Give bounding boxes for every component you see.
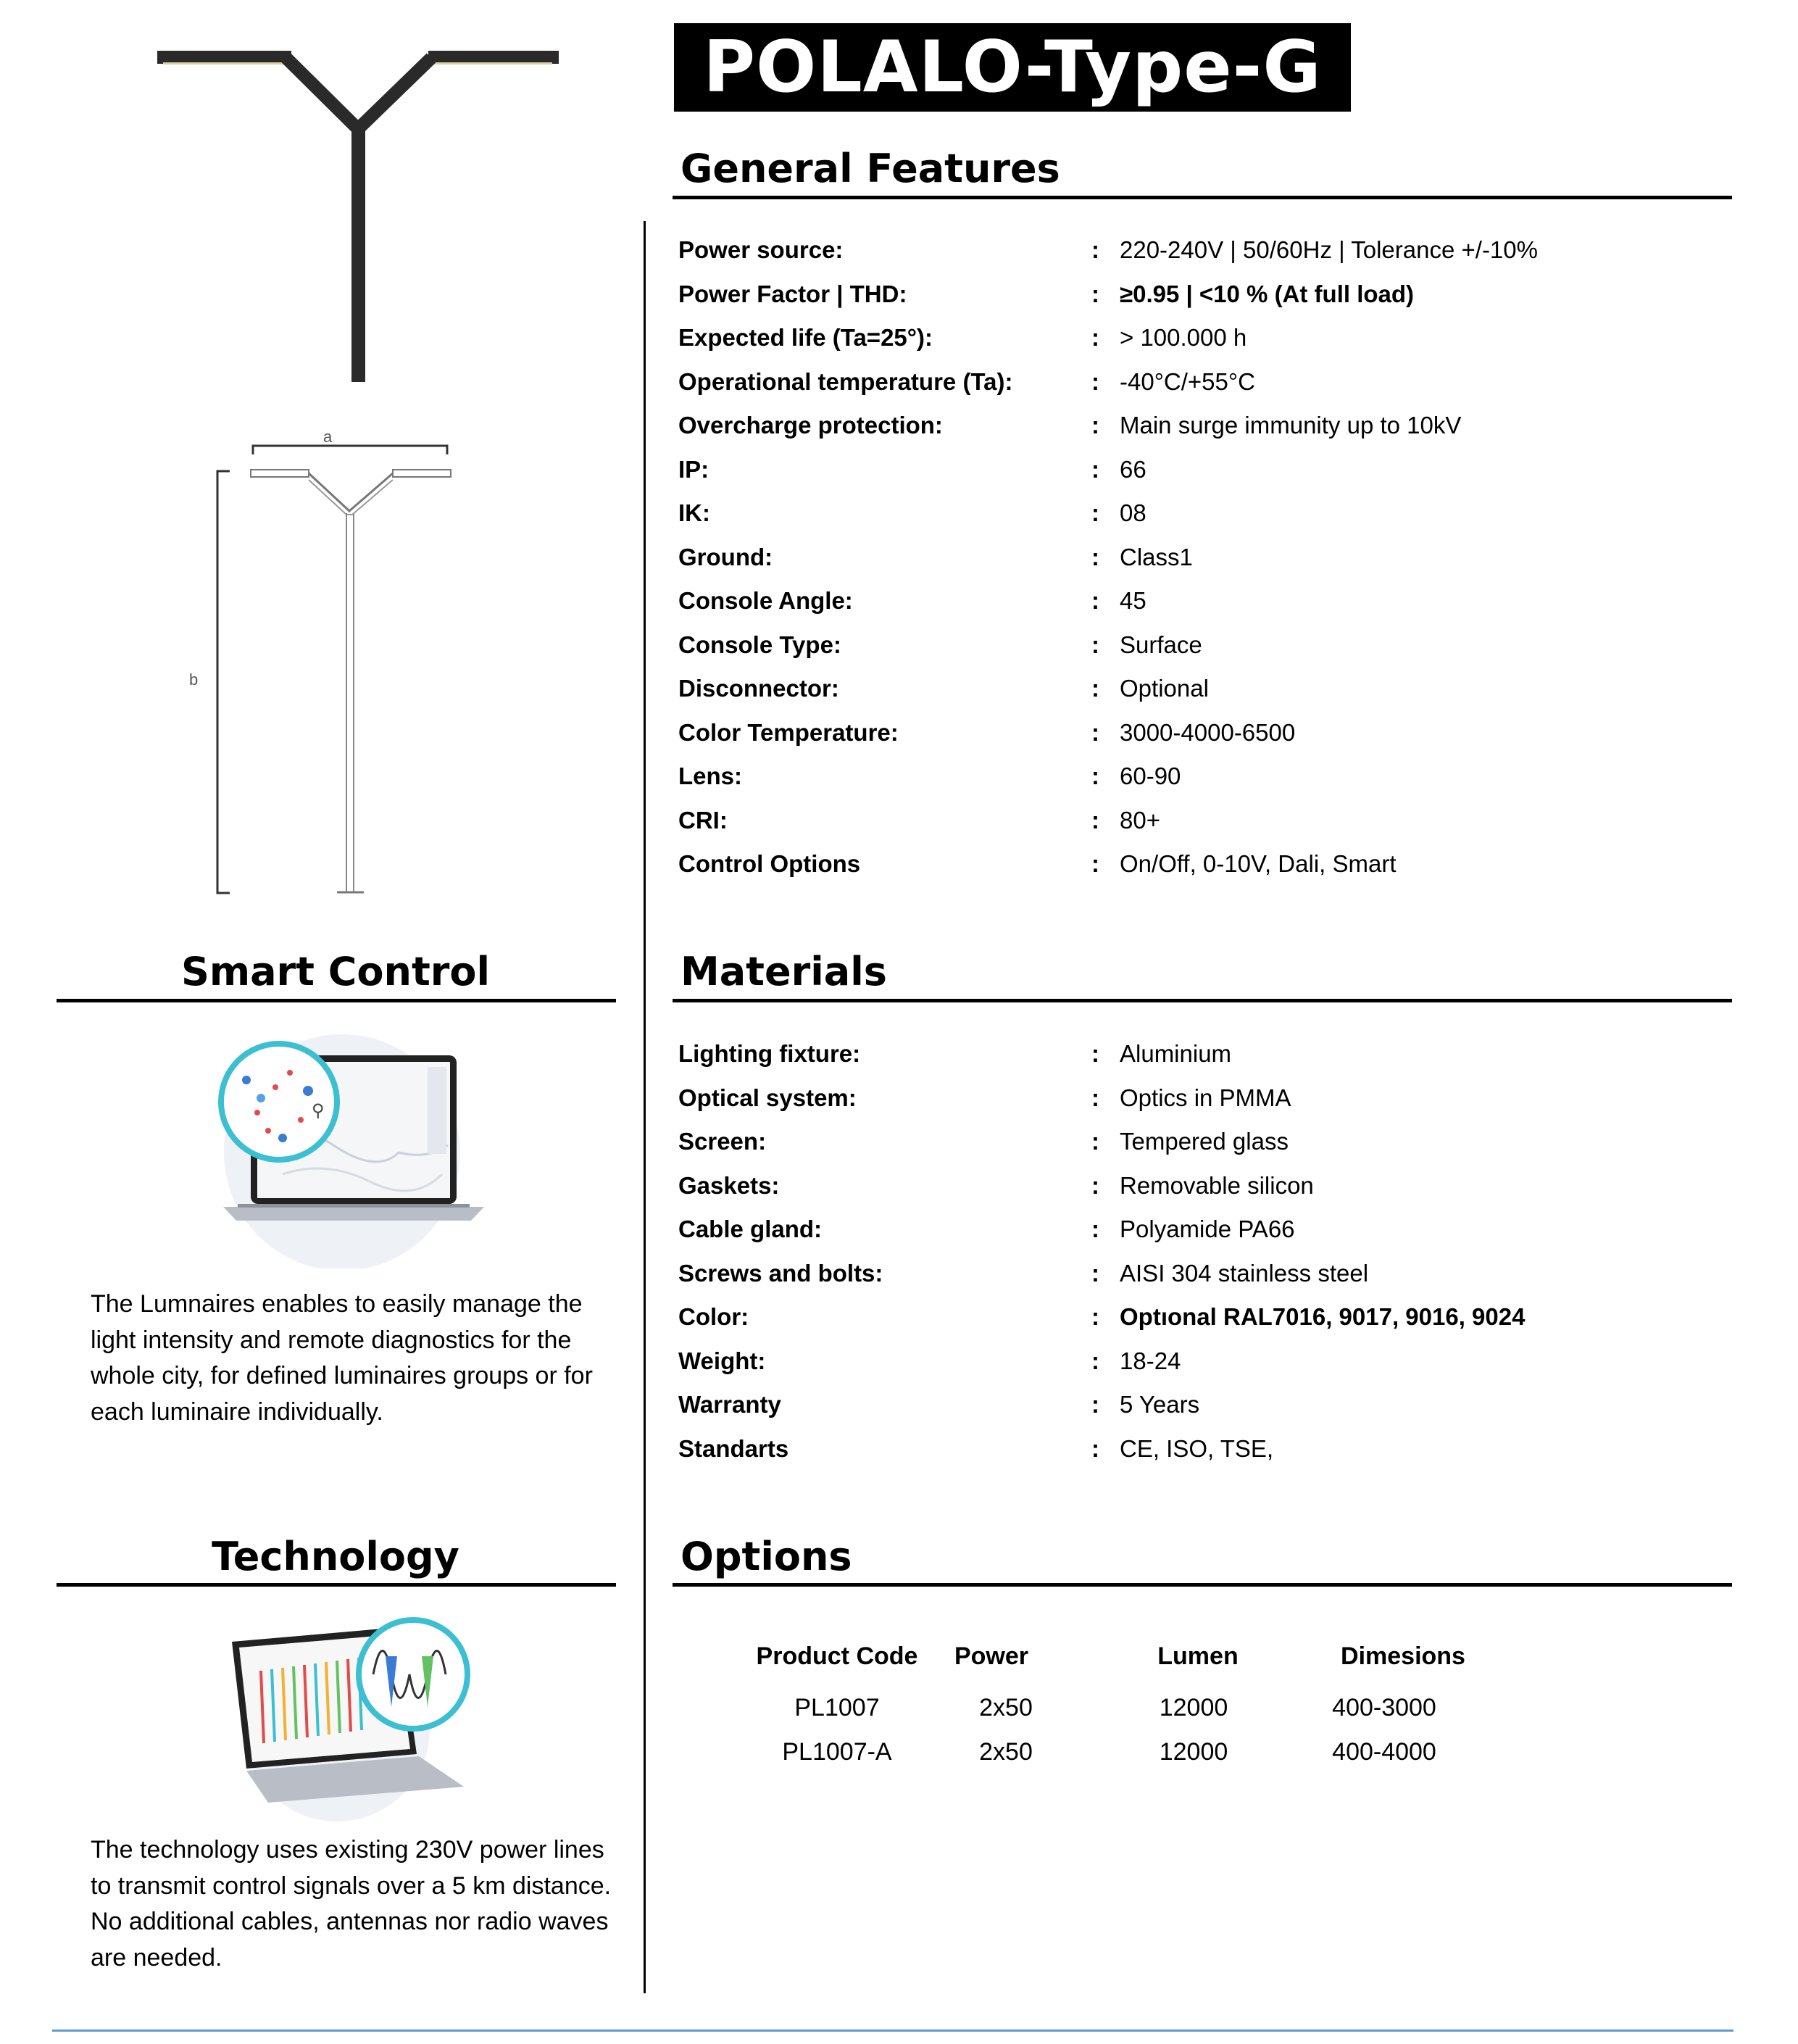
spec-value: AISI 304 stainless steel <box>1120 1259 1369 1287</box>
options-cell-dimensions: 400-4000 <box>1332 1738 1436 1766</box>
spec-row <box>678 1215 1693 1244</box>
spec-row <box>678 1303 1693 1331</box>
spec-label: Cable gland: <box>678 1216 823 1242</box>
spec-colon: : <box>1091 367 1099 395</box>
spec-row <box>678 806 1693 835</box>
spec-colon: : <box>1091 587 1099 614</box>
technology-text: The technology uses existing 230V power lines to transmit control signals over a 5 km distance. No additional cables, antennas nor radio waves are needed. <box>91 1836 612 1972</box>
spec-colon: : <box>1091 1128 1099 1155</box>
general-features-heading: General Features <box>681 146 1060 191</box>
smart-control-text: The Lumnaires enables to easily manage the light intensity and remote diagnostics for the whole city, for defined luminaires groups or for each luminaire individually. <box>91 1290 593 1426</box>
spec-colon: : <box>1091 280 1099 307</box>
options-cell-code: PL1007 <box>794 1694 880 1721</box>
spec-label: Expected life (Ta=25°): <box>678 324 933 351</box>
spec-label: Weight: <box>678 1347 766 1374</box>
spec-colon: : <box>1091 1040 1099 1067</box>
spec-colon: : <box>1091 718 1099 746</box>
spec-colon: : <box>1091 1347 1099 1374</box>
spec-colon: : <box>1091 1303 1099 1330</box>
spec-row <box>678 1039 1693 1068</box>
smart-control-rule <box>57 999 616 1002</box>
spec-value: 220-240V | 50/60Hz | Tolerance +/-10% <box>1120 236 1538 263</box>
technology-laptop-image <box>217 1613 493 1830</box>
spec-label: Gaskets: <box>678 1171 780 1199</box>
spec-value: On/Off, 0-10V, Dali, Smart <box>1120 850 1397 877</box>
spec-row <box>678 323 1693 352</box>
spec-colon: : <box>1091 675 1099 702</box>
spec-label: Console Type: <box>678 631 841 658</box>
spec-row <box>678 499 1693 528</box>
pole-shaft <box>351 125 365 382</box>
spec-row <box>678 367 1693 396</box>
options-cell-power: 2x50 <box>979 1694 1033 1721</box>
spec-label: Standarts <box>678 1434 789 1462</box>
spec-value: Optıonal RAL7016, 9017, 9016, 9024 <box>1120 1303 1526 1330</box>
spec-label: Screen: <box>678 1128 767 1155</box>
spec-row <box>678 1171 1693 1200</box>
spec-value: 5 Years <box>1120 1391 1200 1418</box>
spec-value: Aluminium <box>1120 1040 1232 1067</box>
spec-value: Optics in PMMA <box>1120 1084 1291 1111</box>
spec-value: Optional <box>1120 675 1209 702</box>
spec-label: IK: <box>678 499 710 526</box>
smart-control-heading: Smart Control <box>180 949 491 994</box>
spec-label: IP: <box>678 455 709 483</box>
dimension-b-label: b <box>189 670 199 689</box>
spec-row <box>678 762 1693 791</box>
spec-colon: : <box>1091 412 1099 439</box>
spec-row <box>678 1127 1693 1156</box>
options-cell-power: 2x50 <box>979 1738 1033 1766</box>
spec-row <box>678 280 1693 309</box>
dimension-a-label: a <box>323 428 333 446</box>
spec-colon: : <box>1091 543 1099 570</box>
spec-colon: : <box>1091 1434 1099 1462</box>
spec-value: Surface <box>1120 631 1202 658</box>
spec-value: > 100.000 h <box>1120 324 1247 351</box>
smart-control-laptop-image <box>181 1029 486 1268</box>
spec-value: CE, ISO, TSE, <box>1120 1434 1274 1462</box>
svg-text:⚲: ⚲ <box>312 1101 325 1121</box>
spec-colon: : <box>1091 236 1099 263</box>
spec-colon: : <box>1091 850 1099 877</box>
spec-colon: : <box>1091 1171 1099 1199</box>
options-rule <box>673 1583 1732 1587</box>
pole-photo <box>149 43 569 391</box>
options-table <box>674 1642 1616 1772</box>
spec-colon: : <box>1091 455 1099 483</box>
materials-rule <box>673 999 1732 1002</box>
spec-label: Power Factor | THD: <box>678 280 907 307</box>
spec-value: 60-90 <box>1120 763 1181 789</box>
spec-label: Operational temperature (Ta): <box>678 367 1013 395</box>
spec-row <box>678 674 1693 703</box>
pole-arms <box>286 58 431 129</box>
options-col-header: Power <box>954 1642 1029 1670</box>
spec-value: Main surge immunity up to 10kV <box>1120 412 1462 439</box>
options-col-header: Dimesions <box>1341 1642 1465 1670</box>
options-cell-code: PL1007-A <box>782 1738 892 1766</box>
options-cell-lumen: 12000 <box>1159 1738 1228 1766</box>
spec-colon: : <box>1091 499 1099 526</box>
spec-label: Console Angle: <box>678 587 853 614</box>
spec-label: Power source: <box>678 236 844 263</box>
left-arm-luminaire <box>157 51 291 64</box>
spec-row <box>678 586 1693 615</box>
pole-dimension-drawing <box>181 428 471 899</box>
spec-label: Color: <box>678 1303 749 1330</box>
spec-label: Disconnector: <box>678 675 839 702</box>
technology-heading: Technology <box>212 1534 459 1579</box>
options-col-header: Product Code <box>756 1642 918 1670</box>
spec-value: 08 <box>1120 499 1146 526</box>
spec-value: 80+ <box>1120 806 1160 834</box>
waveform-zoom-circle <box>359 1620 467 1729</box>
options-col-header: Lumen <box>1157 1642 1239 1670</box>
spec-colon: : <box>1091 1259 1099 1287</box>
spec-row <box>678 1390 1693 1419</box>
spec-label: Optical system: <box>678 1084 857 1111</box>
spec-row <box>678 849 1693 878</box>
spec-row <box>678 543 1693 572</box>
spec-colon: : <box>1091 631 1099 658</box>
spec-row <box>678 718 1693 747</box>
dimension-b-line <box>217 471 230 893</box>
spec-label: Control Options <box>678 850 861 877</box>
right-arm-luminaire <box>428 51 559 64</box>
spec-value: 18-24 <box>1120 1347 1181 1374</box>
spec-label: CRI: <box>678 806 728 834</box>
spec-row <box>678 236 1693 265</box>
spec-label: Lighting fixture: <box>678 1040 861 1067</box>
spec-row <box>678 455 1693 484</box>
spec-colon: : <box>1091 1216 1099 1242</box>
spec-value: Removable silicon <box>1120 1171 1314 1199</box>
spec-label: Overcharge protection: <box>678 412 943 439</box>
spec-colon: : <box>1091 763 1099 789</box>
spec-label: Ground: <box>678 543 773 570</box>
spec-label: Screws and bolts: <box>678 1259 883 1287</box>
column-divider <box>644 221 646 1993</box>
spec-value: 66 <box>1120 455 1146 483</box>
spec-row <box>678 631 1693 660</box>
spec-colon: : <box>1091 806 1099 834</box>
spec-row <box>678 1259 1693 1288</box>
spec-value: -40°C/+55°C <box>1120 367 1255 395</box>
options-cell-lumen: 12000 <box>1159 1694 1228 1721</box>
options-heading: Options <box>681 1534 852 1579</box>
product-title: POLALO-Type-G <box>674 23 1351 112</box>
spec-row <box>678 1347 1693 1376</box>
spec-value: Polyamide PA66 <box>1120 1216 1295 1242</box>
spec-value: ≥0.95 | <10 % (At full load) <box>1120 280 1415 307</box>
spec-value: Class1 <box>1120 543 1193 570</box>
spec-row <box>678 1434 1693 1463</box>
spec-colon: : <box>1091 324 1099 351</box>
spec-label: Warranty <box>678 1391 781 1418</box>
spec-label: Lens: <box>678 763 743 789</box>
laptop-base <box>223 1207 484 1221</box>
general-features-rule <box>673 196 1732 199</box>
spec-colon: : <box>1091 1391 1099 1418</box>
dimension-a-line <box>253 446 447 454</box>
spec-row <box>678 411 1693 440</box>
spec-value: 45 <box>1120 587 1146 614</box>
materials-heading: Materials <box>681 949 887 994</box>
spec-value: Tempered glass <box>1120 1128 1289 1155</box>
options-cell-dimensions: 400-3000 <box>1332 1694 1436 1721</box>
spec-value: 3000-4000-6500 <box>1120 718 1296 746</box>
footer-divider <box>52 2030 1734 2032</box>
spec-colon: : <box>1091 1084 1099 1111</box>
spec-label: Color Temperature: <box>678 718 899 746</box>
spec-row <box>678 1084 1693 1113</box>
technology-rule <box>57 1583 616 1587</box>
